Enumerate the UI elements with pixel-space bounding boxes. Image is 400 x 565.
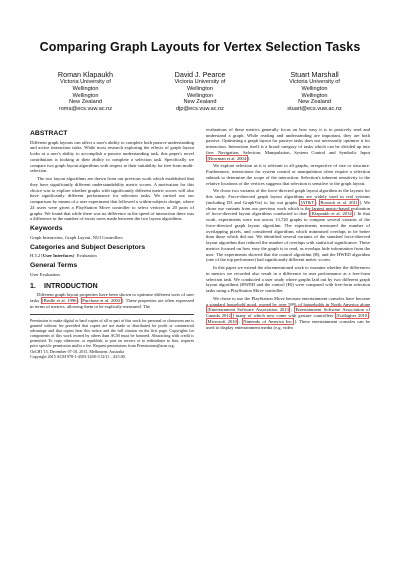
body-paragraph: [206, 127, 370, 162]
abstract-heading: ABSTRACT: [30, 129, 68, 137]
paper-title: Comparing Graph Layouts for Vertex Selection Tasks: [39, 40, 361, 54]
author-country: New Zealand: [298, 99, 332, 106]
body-paragraph: In this paper we extend the aforementioned work to examine whether the differences in metrics we recorded also result in a difference in user performance at a free-form selection task. We conducted a user study where graphs laid out by two different graph layout algorithms (HWED and the control (H)) were compared with free-form selection tasks using a PlayStation Move controller.: [206, 265, 370, 294]
copyright-permission: Permission to make digital or hard copies of all or part of this work for personal or classroom use is granted without fee provided that copies are not made or distributed for profit or commercial advantage and that copies bear this notice and the full citation on the first page. Copyrights for components of this work owned by others than ACM must be honored. Abstracting with credit is permitted. To copy otherwise, or republish, to post on servers or to redistribute to lists, requires prior specific permission and/or a fee. Request permissions from Permissions@acm.org.: [30, 317, 194, 349]
author-affiliation: Victoria University of: [174, 79, 226, 85]
author-name: David J. Pearce: [174, 70, 226, 79]
body-text: evaluations of these metrics generally focus on how easy it is to passively read and understand a graph. While reading and understanding are important, they are both passive. Optimising a graph layout for passive tasks does not necessarily optimise it for interaction. Interaction itself is a broad category of tasks which can be divided up into five: Navigation, Selection, Manipulation, System Control and Symbolic Input: [206, 126, 370, 155]
intro-paragraph: Different graph layout properties have been shown to optimise different sorts of user tasks [Bridle et al. 1996 ; Purchase et al. 2002 ]. These properties are often expressed in terms of metrics, allowing them to be explicitly measured. The: [30, 292, 194, 309]
author-1: [34, 70, 137, 113]
body-text: ]. We chose our variants from our previous work which is the largest metric-based evaluation of force-directed layout algorithms conducted to date: [206, 199, 371, 217]
citation-link[interactable]: [Bowman et al. 2004: [207, 155, 247, 161]
body-paragraph: We chose two variants of the force-directed graph layout algorithm as the layouts for this study. Force-directed graph layout algorithms are widely used in real systems (including D3 and GraphViz) to lay out graphs [AT&T ; Bostock et al. 2011 ]. We chose our variants from our previous work which is the largest metric-based evaluation of force-directed layout algorithms conducted to date [Klapaukh et al. 2014 ]. In that work, experiments were run across 13,720 graphs to compare several variants of the force-directed graph layout algorithm. The experiments measured the number of overlapping pixels, and considered algorithms which minimised overlaps to be better than those which did not. We identified several variants of the standard force-directed layout algorithm that reduced the number of overlaps with statistical significance. These metrics focused on how easy the graph is to read, as overlaps hide information from the user. The experiments showed that the control algorithm (H), and the HWED algorithm (one of the top performers) had significantly different metric scores.: [206, 188, 371, 263]
citation-link[interactable]: Microsoft 2010: [207, 318, 237, 324]
author-affiliation: Wellington: [301, 85, 328, 92]
abstract-paragraph: Different graph layouts can affect a user's ability to complete both passive understanding and active interaction tasks. While most research exploring the effects of graph layout looks at a user's ability to accomplish a passive understanding task, this paper's novel contribution is looking at their ability to complete a selection task. Specifically we compare two graph layout algorithms with respect to their suitability for free-form multi-selection.: [30, 139, 194, 174]
general-terms-heading: General Terms: [30, 262, 78, 270]
author-affiliation: Victoria University of: [289, 79, 340, 85]
citation-link[interactable]: Bostock et al. 2011: [320, 199, 358, 205]
keywords-heading: Keywords: [30, 225, 63, 233]
author-city: Wellington: [301, 92, 328, 99]
author-email[interactable]: djp@ecs.vuw.ac.nz: [176, 106, 224, 113]
citation-link[interactable]: [Bridle et al. 1996: [42, 298, 77, 304]
citation-link[interactable]: Purchase et al. 2002: [82, 298, 121, 304]
author-block: [30, 70, 370, 113]
body-text: ]. These entertainment consoles can be used to display entertainment media (e.g. video: [206, 318, 370, 330]
body-text: We chose to use the PlayStation Move because entertainment consoles have become a standard household good, owned by over 50% of households in North America alone: [206, 295, 370, 307]
author-name: Roman Klapaukh: [57, 70, 114, 79]
citation-link[interactable]: [Entertainment Software Association 2013: [207, 307, 289, 313]
author-affiliation: Wellington: [186, 85, 214, 92]
citation-link[interactable]: [Gallagher 2010: [336, 313, 368, 319]
body-text: ].: [247, 155, 251, 161]
author-name: Stuart Marshall: [290, 70, 339, 79]
categories-bold: User Interfaces: [42, 253, 73, 259]
body-text: ] many of which now come with gesture controllers: [232, 313, 334, 319]
categories-text: [30, 253, 194, 259]
author-city: Wellington: [186, 92, 214, 99]
body-text: ]. In that work, experiments were run across 13,720 graphs to compare several variants of the force-directed graph layout algorithm. The experiments measured the number of overlapping pixels, and considered algorithms which minimised overlaps to be better than those which did not. We identified several variants of the standard force-directed layout algorithm that reduced the number of overlaps with statistical significance. These metrics focused on how easy the graph is to read, as overlaps hide information from the user. The experiments showed that the control algorithm (H), and the HWED algorithm (one of the top performers) had significantly different metric scores.: [206, 211, 370, 263]
author-2: [149, 70, 252, 113]
body-columns: [30, 127, 370, 360]
citation-link[interactable]: [AT&T: [300, 199, 315, 205]
general-terms-text: User Evaluation: [30, 271, 60, 277]
categories-suffix: ]: Evaluation: [72, 253, 97, 259]
copyright-notice: [30, 314, 194, 360]
citation-link[interactable]: [Klapaukh et al. 2014: [310, 211, 352, 217]
author-3: [263, 70, 366, 113]
left-column: [30, 127, 194, 360]
conference-line: OzCHI '15, December 07-10, 2015, Melbourne, Australia: [30, 348, 125, 354]
body-paragraph: We explore selection as it is relevant to all graphs, irrespective of size or structure. Furthermore, interactions for system control or manipulation often require a selection subtask to determine the scope of the interaction. Selection's inherent sensitivity to the relative locations of the vertices suggests that selection is sensitive to the graph layout.: [206, 163, 370, 186]
author-email[interactable]: stuart@ecs.vuw.ac.nz: [287, 106, 342, 113]
author-affiliation: Wellington: [72, 85, 99, 92]
author-country: New Zealand: [68, 99, 102, 106]
keywords-text: Graph Interaction, Graph Layout, NUI Controllers: [30, 234, 123, 240]
copyright-line: Copyright 2015 ACM 978-1-4503-1438-1/12/11 ...$15.00.: [30, 354, 126, 360]
citation-link[interactable]: Entertainment Software Association of Canada 2012: [206, 307, 370, 319]
right-column: [206, 127, 370, 360]
body-paragraph: We chose to use the PlayStation Move because entertainment consoles have become a standard household good, owned by over 50% of households in North America alone [Entertainment Software Association 2013 ; Entertainment Software Association of Canada 2012 ] many of which now come with gesture controllers [Gallagher 2010 ; Microsoft 2010 ; Nintendo of America Inc. ]. These entertainment consoles can be used to display entertainment media (e.g. video: [206, 295, 370, 330]
intro-text: ]. These properties are often expressed in terms of metrics, allowing them to be explicitly measured. The: [30, 298, 194, 309]
section-number: 1.: [30, 282, 36, 290]
categories-heading: Categories and Subject Descriptors: [30, 243, 146, 251]
categories-prefix: H.5.2 [: [30, 253, 43, 259]
section-heading-introduction: [30, 284, 194, 290]
body-text: We chose two variants of the force-directed graph layout algorithm as the layouts for this study. Force-directed graph layout algorithms are widely used in real systems (including D3 and GraphViz) to lay out graphs: [206, 188, 370, 205]
section-title: INTRODUCTION: [44, 282, 98, 290]
abstract-paragraph: The two layout algorithms are drawn from our previous work which established that they have significantly different understandability metric scores. A motivation for this choice was to explore whether graphs with significantly different metric scores will also have significantly different performance for selection tasks. We carried out our comparison by means of a user experiment that followed a within-subjects design, where 24 users were given a PlayStation Move controller to select vertices in 20 pairs of graphs. We found that while there was no difference in the speed of interaction there was a difference in the number of errors users made between the two layout algorithms.: [30, 176, 194, 222]
intro-text: Different graph layout properties have been shown to optimise different sorts of user tasks: [30, 292, 194, 304]
citation-link[interactable]: Nintendo of America Inc.: [243, 318, 293, 324]
author-country: New Zealand: [183, 99, 217, 106]
author-city: Wellington: [72, 92, 99, 99]
author-affiliation: Victoria University of: [60, 79, 111, 85]
author-email[interactable]: roma@ecs.vuw.ac.nz: [58, 106, 113, 113]
